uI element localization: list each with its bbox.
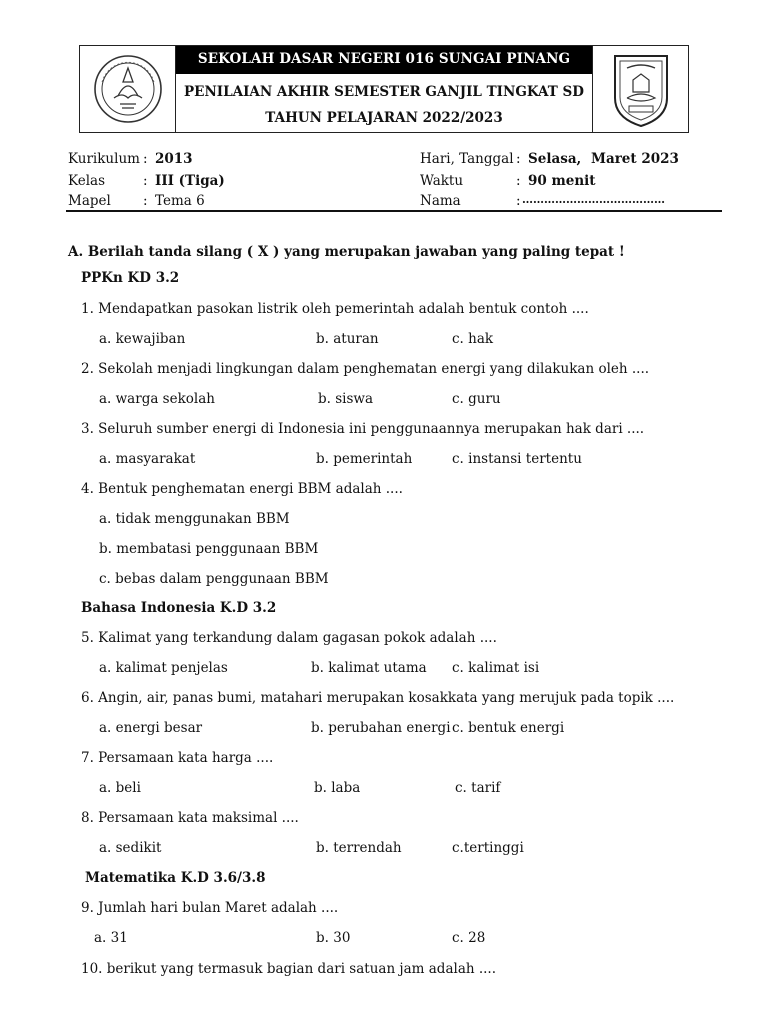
question-10: 10. berikut yang termasuk bagian dari satuan jam adalah .... (81, 961, 497, 977)
instruction: A. Berilah tanda silang ( X ) yang merupakan jawaban yang paling tepat ! (68, 244, 625, 260)
option-6a: a. energi besar (99, 720, 203, 736)
hari-value: Selasa, (528, 151, 582, 167)
option-3c: c. instansi tertentu (452, 451, 582, 467)
mapel-colon: : (143, 193, 148, 209)
question-4: 4. Bentuk penghematan energi BBM adalah .... (81, 481, 403, 497)
option-7b: b. laba (314, 780, 361, 796)
nama-label: Nama (420, 193, 461, 209)
waktu-value: 90 menit (528, 173, 596, 189)
option-9c: c. 28 (452, 930, 486, 946)
tut-wuri-handayani-logo-icon (80, 46, 176, 132)
question-2: 2. Sekolah menjadi lingkungan dalam penghematan energi yang dilakukan oleh .... (81, 361, 650, 377)
option-8c: c.tertinggi (452, 840, 524, 856)
option-3a: a. masyarakat (99, 451, 196, 467)
kelas-colon: : (143, 173, 148, 189)
logo-right-cell (592, 46, 688, 132)
option-9a: a. 31 (94, 930, 128, 946)
option-4a: a. tidak menggunakan BBM (99, 511, 290, 527)
hari-tanggal-colon: : (516, 151, 521, 167)
section-bahasa-indonesia: Bahasa Indonesia K.D 3.2 (81, 600, 277, 616)
question-6: 6. Angin, air, panas bumi, matahari merupakan kosakkata yang merujuk pada topik .... (81, 690, 675, 706)
option-3b: b. pemerintah (316, 451, 413, 467)
regency-emblem-icon (593, 46, 689, 132)
hari-tanggal-label: Hari, Tanggal (420, 151, 514, 167)
waktu-label: Waktu (420, 173, 464, 189)
option-1a: a. kewajiban (99, 331, 186, 347)
nama-value: ………………………………… (522, 193, 665, 206)
academic-year: TAHUN PELAJARAN 2022/2023 (265, 110, 503, 126)
option-6c: c. bentuk energi (452, 720, 565, 736)
option-8b: b. terrendah (316, 840, 402, 856)
info-divider (66, 210, 722, 212)
option-5b: b. kalimat utama (311, 660, 427, 676)
question-3: 3. Seluruh sumber energi di Indonesia ini penggunaannya merupakan hak dari .... (81, 421, 645, 437)
option-8a: a. sedikit (99, 840, 162, 856)
header-box (79, 45, 689, 133)
kurikulum-label: Kurikulum (68, 151, 140, 167)
section-ppkn: PPKn KD 3.2 (81, 270, 180, 286)
option-2c: c. guru (452, 391, 501, 407)
kelas-value: III (Tiga) (155, 173, 225, 189)
question-7: 7. Persamaan kata harga .... (81, 750, 274, 766)
option-1c: c. hak (452, 331, 494, 347)
waktu-colon: : (516, 173, 521, 189)
option-7a: a. beli (99, 780, 141, 796)
option-9b: b. 30 (316, 930, 351, 946)
option-4b: b. membatasi penggunaan BBM (99, 541, 319, 557)
logo-left-cell (80, 46, 176, 132)
question-8: 8. Persamaan kata maksimal .... (81, 810, 299, 826)
option-6b: b. perubahan energi (311, 720, 451, 736)
question-5: 5. Kalimat yang terkandung dalam gagasan pokok adalah .... (81, 630, 497, 646)
tanggal-value: Maret 2023 (591, 151, 679, 167)
nama-colon: : (516, 193, 521, 209)
mapel-value: Tema 6 (155, 193, 205, 209)
option-5c: c. kalimat isi (452, 660, 540, 676)
school-name-bar: SEKOLAH DASAR NEGERI 016 SUNGAI PINANG (176, 46, 592, 74)
exam-title: PENILAIAN AKHIR SEMESTER GANJIL TINGKAT SD (184, 84, 584, 100)
section-matematika: Matematika K.D 3.6/3.8 (85, 870, 266, 886)
question-9: 9. Jumlah hari bulan Maret adalah .... (81, 900, 339, 916)
kurikulum-value: 2013 (155, 151, 193, 167)
question-1: 1. Mendapatkan pasokan listrik oleh pemerintah adalah bentuk contoh .... (81, 301, 589, 317)
kelas-label: Kelas (68, 173, 106, 189)
option-5a: a. kalimat penjelas (99, 660, 228, 676)
option-4c: c. bebas dalam penggunaan BBM (99, 571, 329, 587)
option-7c: c. tarif (455, 780, 501, 796)
option-1b: b. aturan (316, 331, 379, 347)
mapel-label: Mapel (68, 193, 111, 209)
kurikulum-colon: : (143, 151, 148, 167)
option-2b: b. siswa (318, 391, 374, 407)
option-2a: a. warga sekolah (99, 391, 215, 407)
